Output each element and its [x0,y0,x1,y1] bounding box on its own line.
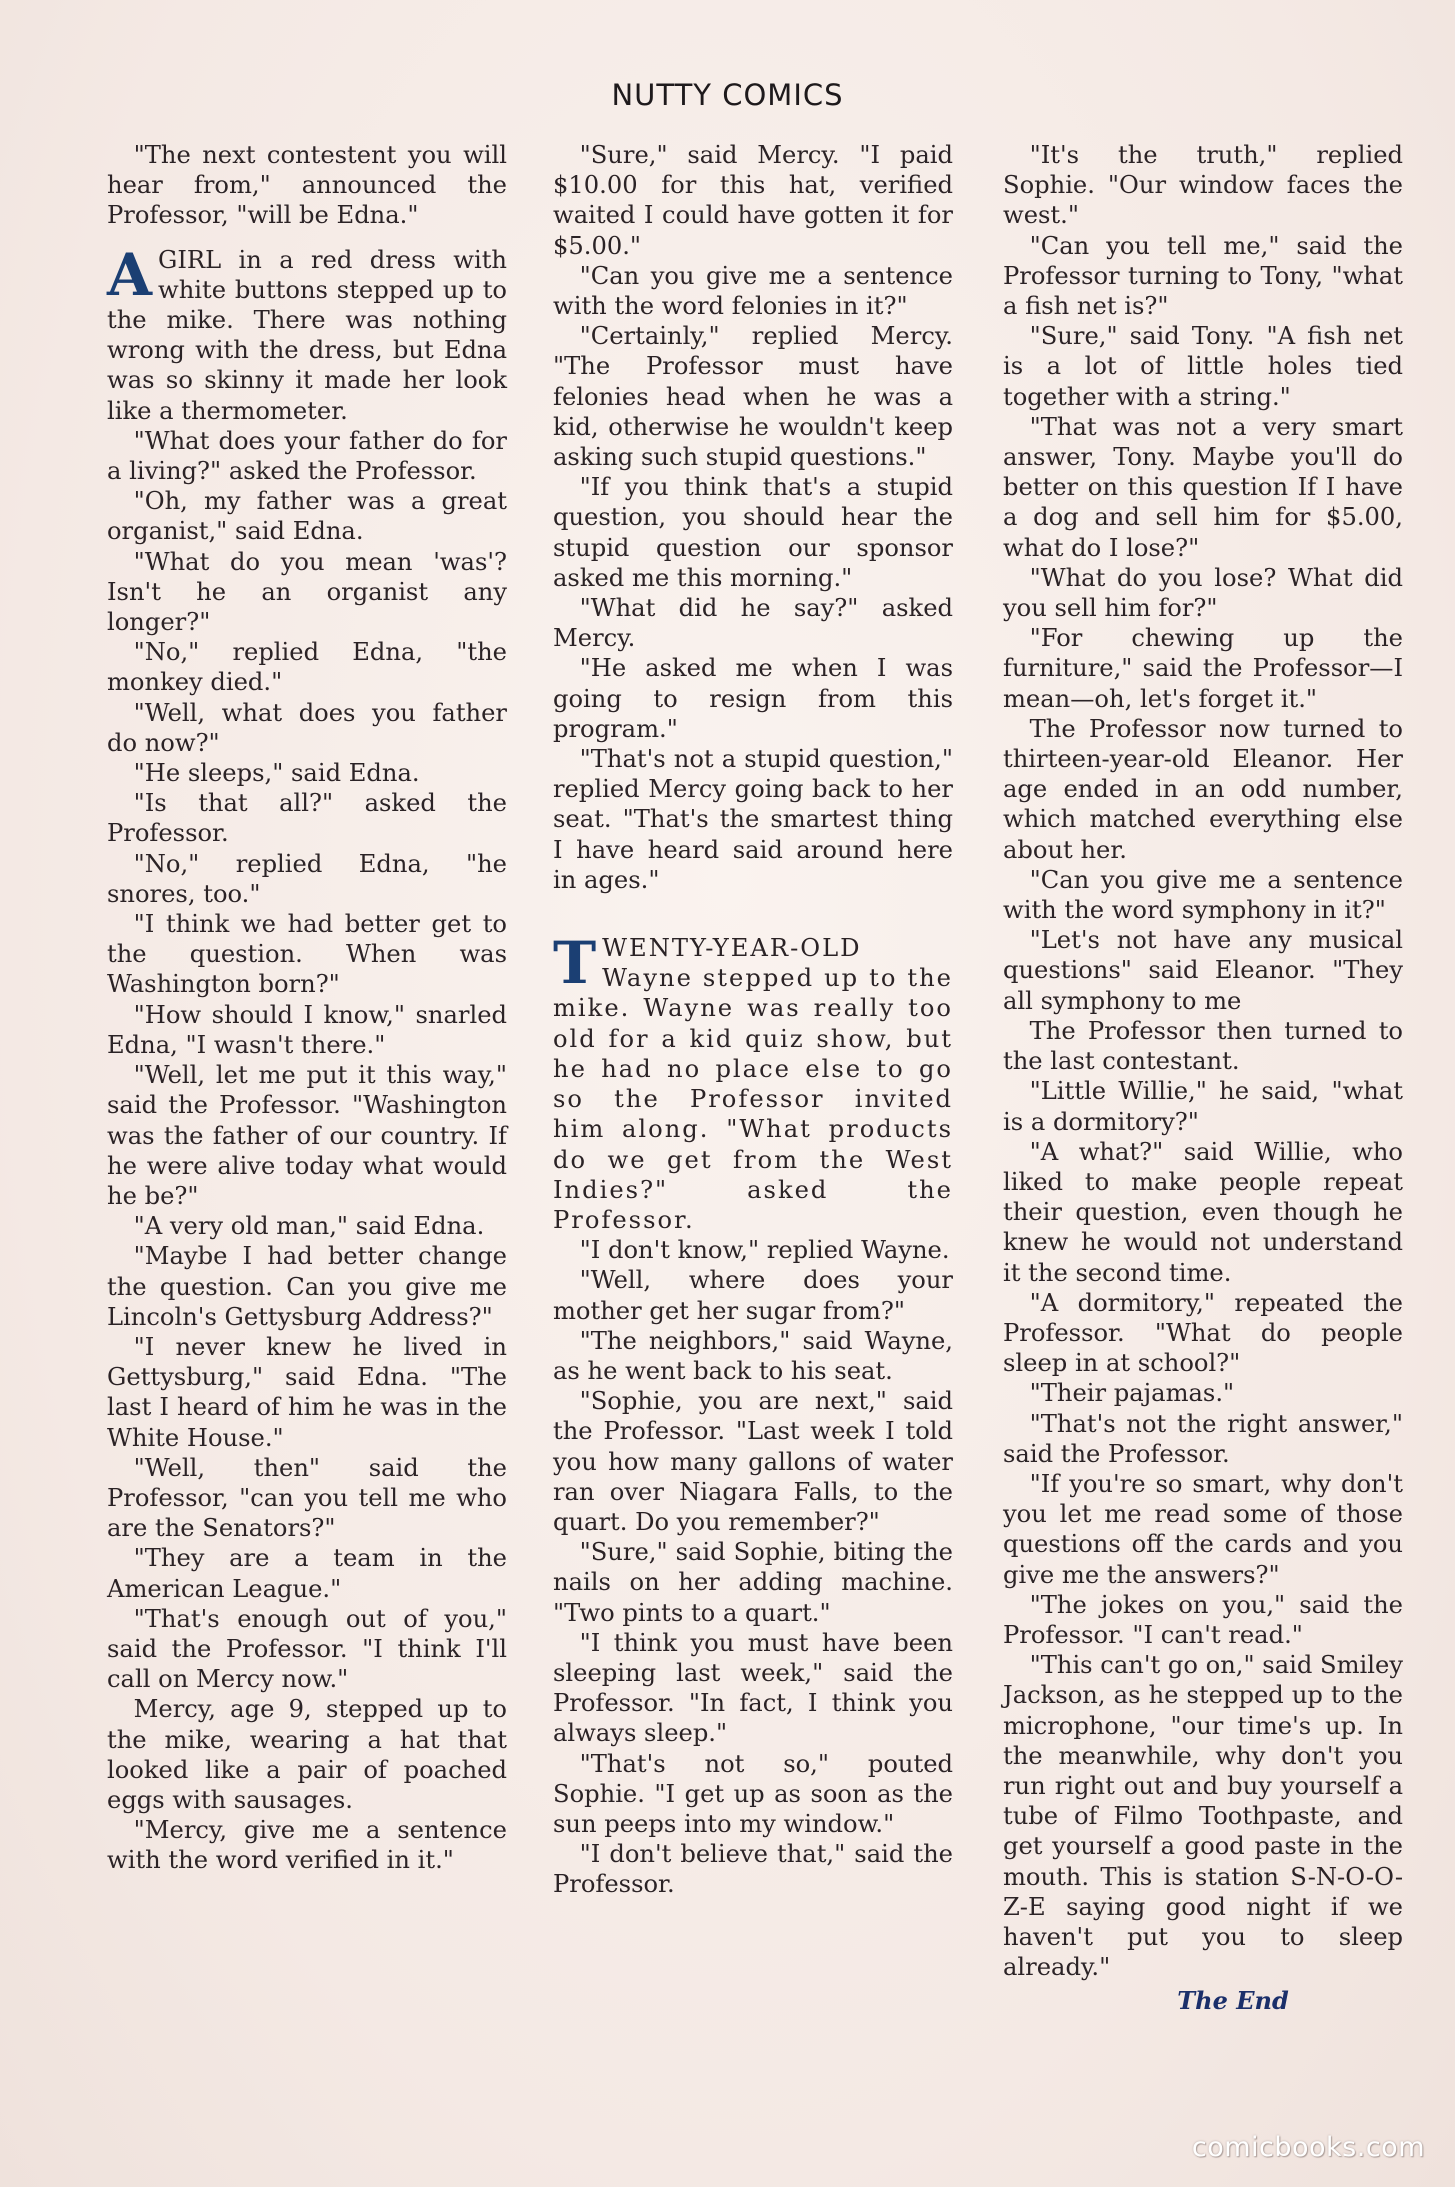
paragraph: "That's enough out of you," said the Professor. "I think I'll call on Mercy now." [107,1604,507,1694]
paragraph: "If you think that's a stupid question, you should hear the stupid question our sponsor asked me this morning." [553,473,953,592]
drop-cap: T [553,929,597,998]
paragraph: "I don't know," replied Wayne. [579,1236,950,1265]
paragraph: "That's not the right answer," said the Professor. [1003,1409,1403,1468]
drop-cap: A [107,240,153,309]
paragraph: Mercy, age 9, stepped up to the mike, wearing a hat that looked like a pair of poached eggs with sausages. [107,1695,507,1814]
paragraph: "A dormitory," repeated the Professor. "What do people sleep in at school?" [1003,1288,1403,1378]
paragraph: "That was not a very smart answer, Tony. Maybe you'll do better on this question If I have a dog and sell him for $5.00, what do I lose?" [1003,412,1403,562]
paragraph: "Is that all?" asked the Professor. [107,789,507,848]
paragraph: "A what?" said Willie, who liked to make people repeat their question, even though he knew he would not understand it the second time. [1003,1137,1403,1287]
paragraph: "Can you give me a sentence with the word felonies in it?" [553,261,953,321]
paragraph: "Certainly," replied Mercy. "The Professor must have felonies head when he was a kid, otherwise he wouldn't keep asking such stupid questions." [553,322,953,472]
paragraph: "No," replied Edna, "he snores, too." [107,849,507,908]
paragraph: "Well, then" said the Professor, "can you tell me who are the Senators?" [107,1453,507,1543]
paragraph: "Can you give me a sentence with the word symphony in it?" [1003,865,1403,925]
paragraph: "The neighbors," said Wayne, as he went back to his seat. [553,1326,953,1385]
paragraph: "Oh, my father was a great organist," said Edna. [107,487,507,546]
paragraph: "He asked me when I was going to resign from this program." [553,654,953,743]
paragraph: The Professor now turned to thirteen-year-old Eleanor. Her age ended in an odd number, which matched everything else about her. [1003,714,1403,864]
paragraph: "Their pajamas." [1029,1379,1235,1408]
paragraph: "They are a team in the American League." [107,1544,507,1603]
paragraph: "A very old man," said Edna. [133,1212,485,1241]
page-title: NUTTY COMICS [611,78,844,112]
paragraph: "Sure," said Sophie, biting the nails on her adding machine. "Two pints to a quart." [553,1538,953,1627]
paragraph: "What do you mean 'was'? Isn't he an organist any longer?" [107,547,507,637]
paragraph: "He sleeps," said Edna. [133,759,420,788]
paragraph: "If you're so smart, why don't you let me read some of those questions off the cards and you give me the answers?" [1003,1469,1403,1589]
paragraph: "I think we had better get to the question. When was Washington born?" [107,910,507,999]
paragraph: "Maybe I had better change the question. Can you give me Lincoln's Gettysburg Address?" [107,1242,507,1331]
paragraph: "How should I know," snarled Edna, "I wasn't there." [107,1000,507,1059]
paragraph-text: GIRL in a red dress with white buttons stepped up to the mike. There was nothing wrong with the dress, but Edna was so skinny it made her look like a thermometer. [107,245,507,425]
paragraph: "I never knew he lived in Gettysburg," said Edna. "The last I heard of him he was in the White House." [107,1332,507,1452]
paragraph: "Can you tell me," said the Professor turning to Tony, "what a fish net is?" [1003,231,1403,321]
paragraph: "For chewing up the furniture," said the Professor—I mean—oh, let's forget it." [1003,624,1403,713]
paragraph: "What does your father do for a living?" asked the Professor. [107,426,507,486]
paragraph: "Sure," said Mercy. "I paid $10.00 for this hat, verified waited I could have gotten it for $5.00." [553,141,953,260]
paragraph-text: WENTY-YEAR-OLD Wayne stepped up to the mike. Wayne was really too old for a kid quiz show, but he had no place else to go so the Professor invited him along. "What products do we get from the West Indies?" asked the Professor. [553,934,953,1234]
paragraph: "I don't believe that," said the Professor. [553,1840,953,1899]
paragraph: "Let's not have any musical questions" said Eleanor. "They all symphony to me [1003,926,1403,1015]
the-end-label: The End [1177,1986,1289,2016]
text-column-3 [1003,140,1403,2017]
paragraph: "The jokes on you," said the Professor. "I can't read." [1003,1590,1403,1649]
paragraph: The Professor then turned to the last contestant. [1003,1016,1403,1076]
text-column-2 [553,140,953,1900]
paragraph: "What do you lose? What did you sell him for?" [1003,563,1403,623]
paragraph: "What did he say?" asked Mercy. [553,594,953,653]
paragraph: "It's the truth," replied Sophie. "Our window faces the west." [1003,141,1403,230]
paragraph: "The next contestent you will hear from," announced the Professor, "will be Edna." [107,141,507,230]
paragraph [553,929,953,1235]
text-column-1 [107,140,507,1876]
paragraph: "No," replied Edna, "the monkey died." [107,638,507,697]
paragraph: "Sophie, you are next," said the Professor. "Last week I told you how many gallons of water ran over Niagara Falls, to the quart. Do you remember?" [553,1387,953,1536]
paragraph: "Sure," said Tony. "A fish net is a lot of little holes tied together with a string." [1003,322,1403,411]
paragraph: "Well, where does your mother get her sugar from?" [553,1266,953,1325]
paragraph: "Little Willie," he said, "what is a dormitory?" [1003,1077,1403,1136]
paragraph: "Mercy, give me a sentence with the word verified in it." [107,1816,507,1875]
watermark: comicbooks.com [1191,2132,1425,2163]
paragraph: "That's not a stupid question," replied Mercy going back to her seat. "That's the smartest thing I have heard said around here in ages." [553,745,953,894]
paragraph: "I think you must have been sleeping last week," said the Professor. "In fact, I think you always sleep." [553,1628,953,1748]
paragraph: "Well, what does you father do now?" [107,698,507,757]
paragraph: "That's not so," pouted Sophie. "I get up as soon as the sun peeps into my window." [553,1749,953,1838]
paragraph [107,240,507,426]
paragraph: "This can't go on," said Smiley Jackson, as he stepped up to the microphone, "our time's up. In the meanwhile, why don't you run right out and buy yourself a tube of Filmo Toothpaste, and get yourself a good paste in the mouth. This is station S-N-O-O-Z-E saying good night if we haven't put you to sleep already." [1003,1651,1403,1982]
paragraph: "Well, let me put it this way," said the Professor. "Washington was the father of our country. If he were alive today what would he be?" [107,1061,507,1210]
